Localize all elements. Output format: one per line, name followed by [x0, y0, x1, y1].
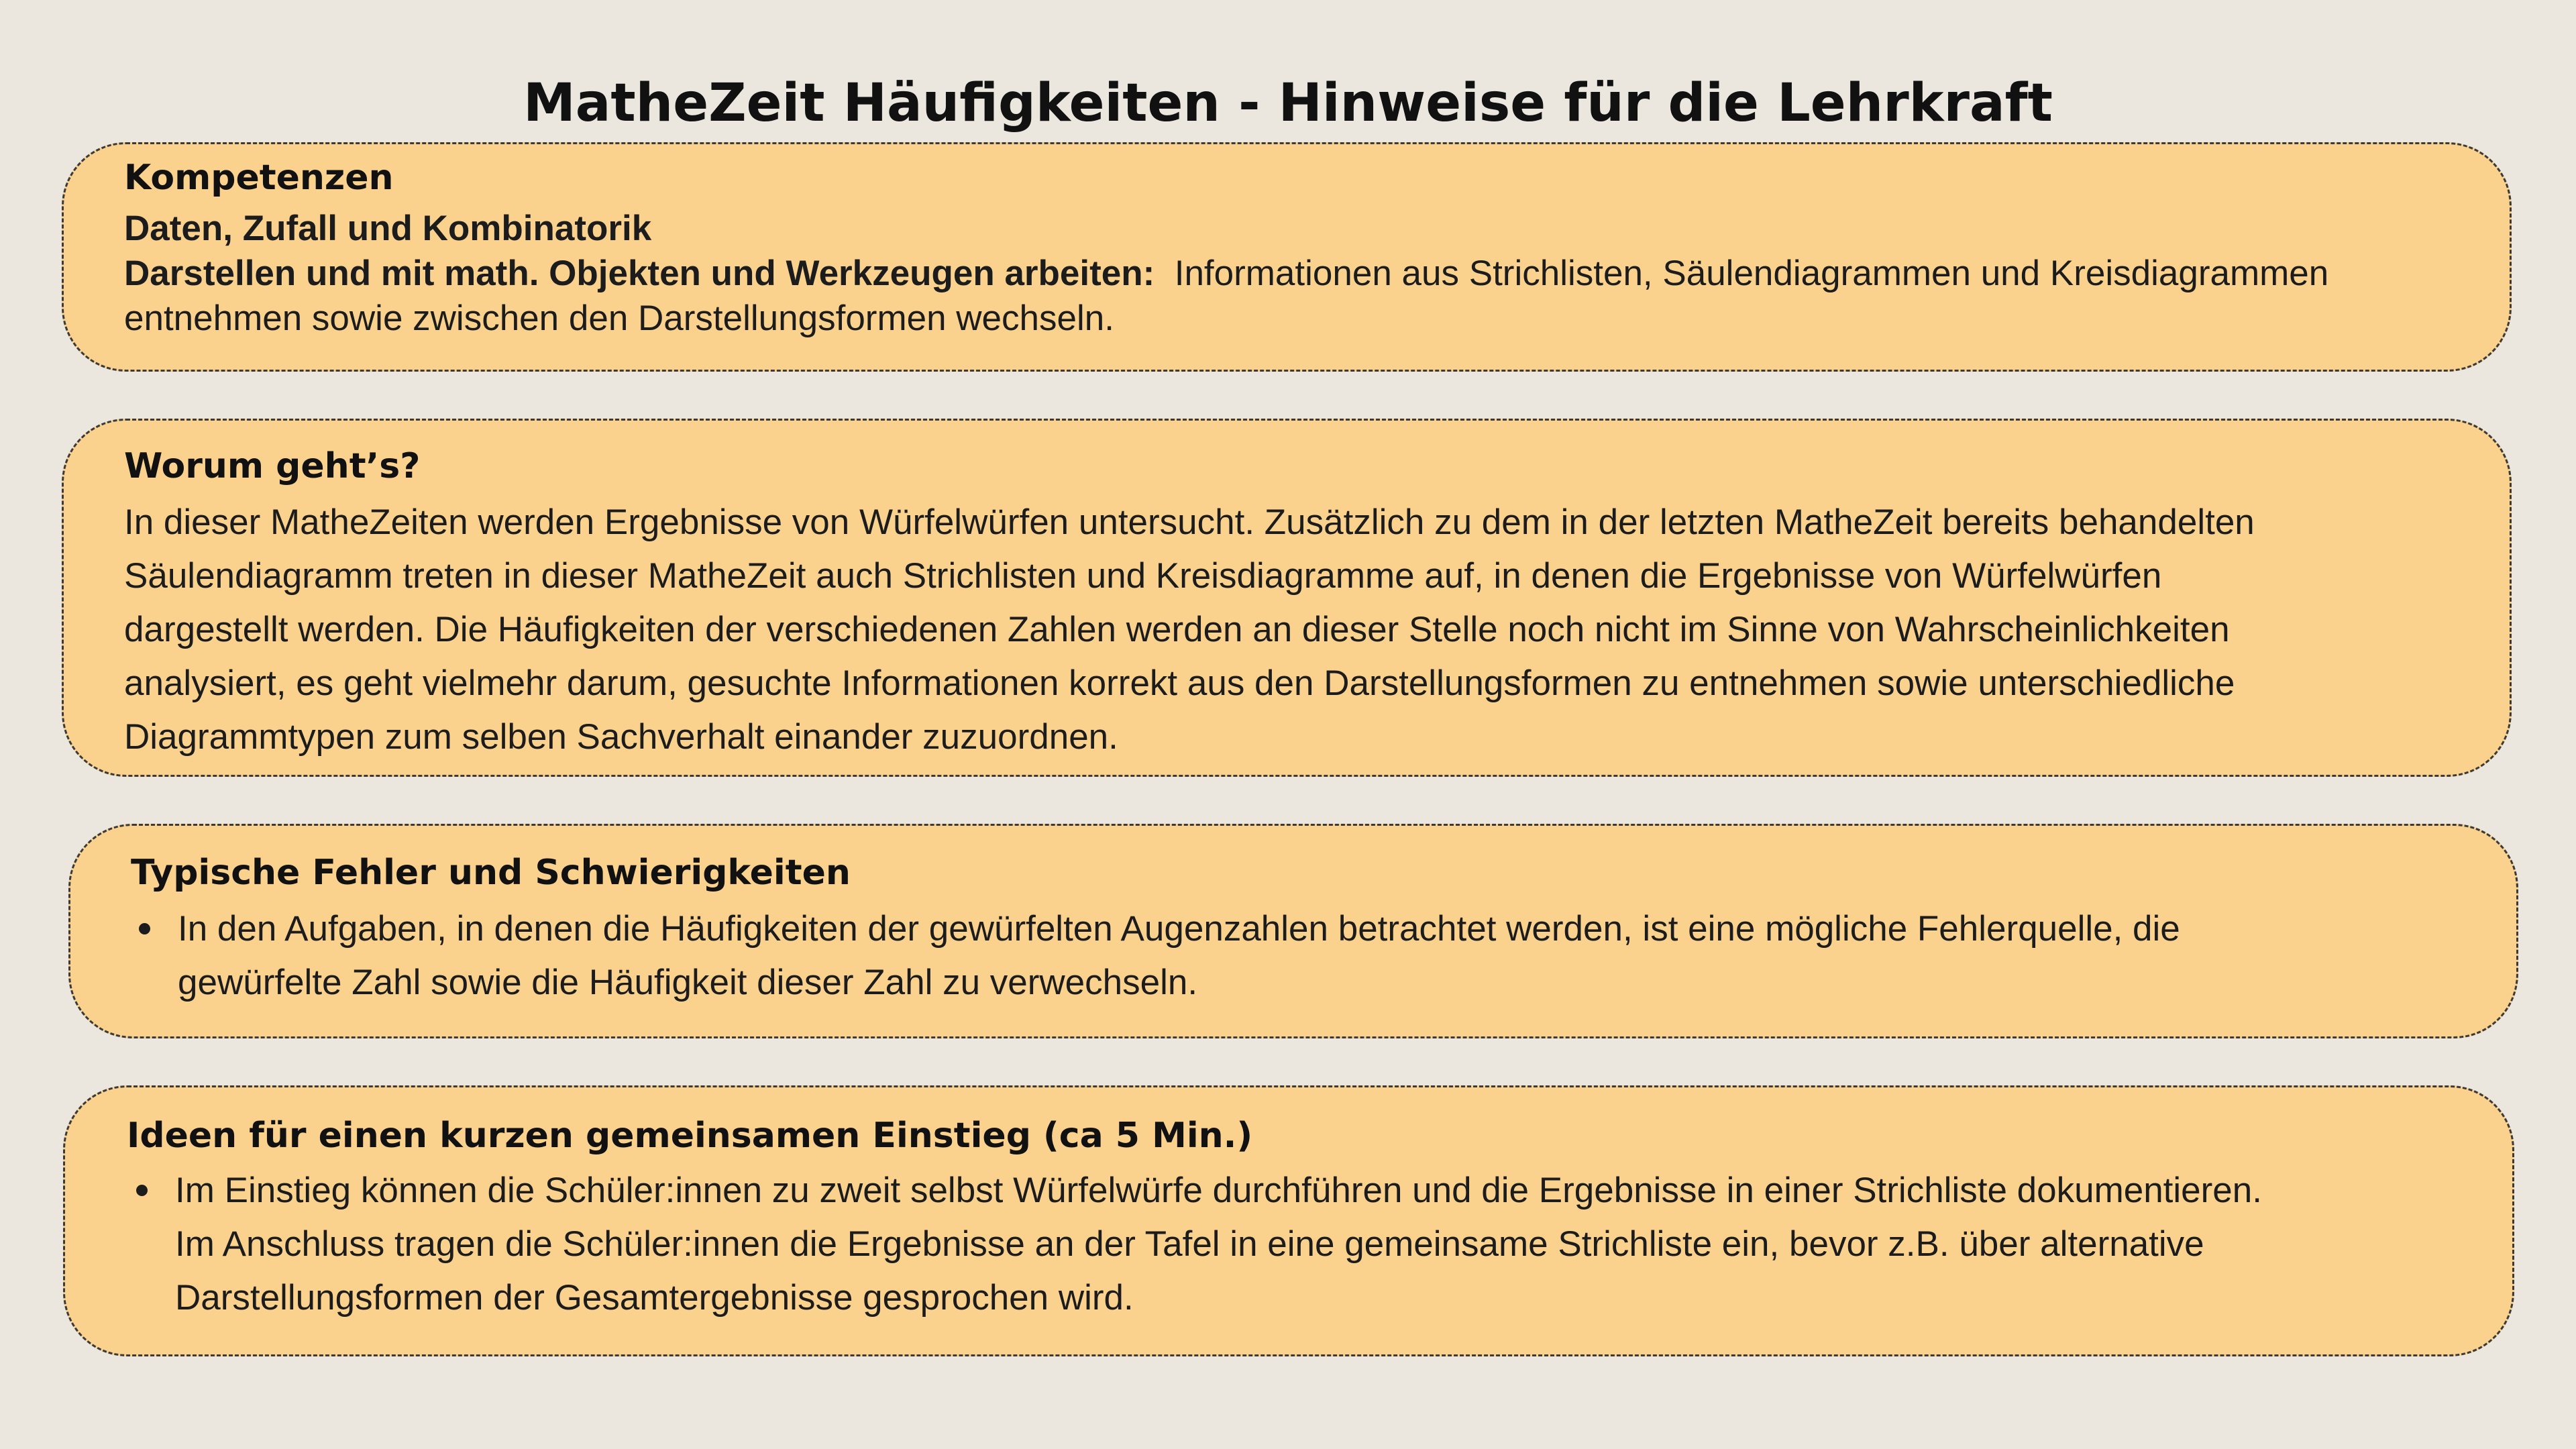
kompetenzen-description	[124, 251, 2328, 296]
kompetenzen-description-text: Informationen aus Strichlisten, Säulendiagrammen und Kreisdiagrammen	[1174, 254, 2329, 293]
einstieg-line: Im Anschluss tragen die Schüler:innen die Ergebnisse an der Tafel in eine gemeinsame Strichliste ein, bevor z.B. über alternative	[175, 1224, 2204, 1264]
fehler-line: In den Aufgaben, in denen die Häufigkeiten der gewürfelten Augenzahlen betrachtet werden, ist eine mögliche Fehlerquelle, die	[178, 909, 2180, 949]
fehler-card	[68, 824, 2518, 1038]
worum-line: dargestellt werden. Die Häufigkeiten der verschiedenen Zahlen werden an dieser Stelle noch nicht im Sinne von Wahrscheinlichkeiten	[124, 610, 2230, 649]
kompetenzen-description-cont: entnehmen sowie zwischen den Darstellungsformen wechseln.	[124, 299, 1114, 338]
worum-line: In dieser MatheZeiten werden Ergebnisse von Würfelwürfen untersucht. Zusätzlich zu dem in der letzten MatheZeit bereits behandelten	[124, 502, 2255, 542]
page-title: MatheZeit Häufigkeiten - Hinweise für die Lehrkraft	[523, 73, 2053, 134]
kompetenzen-card	[62, 142, 2512, 372]
kompetenzen-heading: Kompetenzen	[124, 158, 394, 198]
bullet-icon	[139, 923, 150, 934]
kompetenzen-area: Daten, Zufall und Kombinatorik	[124, 209, 652, 248]
fehler-heading: Typische Fehler und Schwierigkeiten	[131, 853, 851, 893]
fehler-bullet-item	[129, 902, 2180, 1010]
worum-line: Diagrammtypen zum selben Sachverhalt einander zuzuordnen.	[124, 717, 1118, 757]
einstieg-line: Im Einstieg können die Schüler:innen zu zweit selbst Würfelwürfe durchführen und die Ergebnisse in einer Strichliste dokumentieren.	[175, 1171, 2262, 1210]
worum-heading: Worum geht’s?	[124, 446, 421, 486]
fehler-line: gewürfelte Zahl sowie die Häufigkeit dieser Zahl zu verwechseln.	[178, 963, 1198, 1002]
kompetenzen-process: Darstellen und mit math. Objekten und Werkzeugen arbeiten:	[124, 254, 1155, 293]
worum-body	[124, 496, 2255, 764]
kompetenzen-text	[124, 206, 2328, 341]
einstieg-list	[127, 1164, 2262, 1325]
worum-card	[62, 419, 2512, 777]
fehler-list	[129, 902, 2180, 1010]
worum-line: analysiert, es geht vielmehr darum, gesuchte Informationen korrekt aus den Darstellungsformen zu entnehmen sowie unterschiedliche	[124, 663, 2235, 703]
einstieg-card	[63, 1085, 2514, 1356]
einstieg-line: Darstellungsformen der Gesamtergebnisse gesprochen wird.	[175, 1278, 1134, 1318]
bullet-icon	[136, 1185, 148, 1196]
einstieg-bullet-item	[127, 1164, 2262, 1325]
worum-line: Säulendiagramm treten in dieser MatheZeit auch Strichlisten und Kreisdiagramme auf, in denen die Ergebnisse von Würfelwürfen	[124, 556, 2162, 596]
einstieg-heading: Ideen für einen kurzen gemeinsamen Einstieg (ca 5 Min.)	[127, 1116, 1253, 1156]
